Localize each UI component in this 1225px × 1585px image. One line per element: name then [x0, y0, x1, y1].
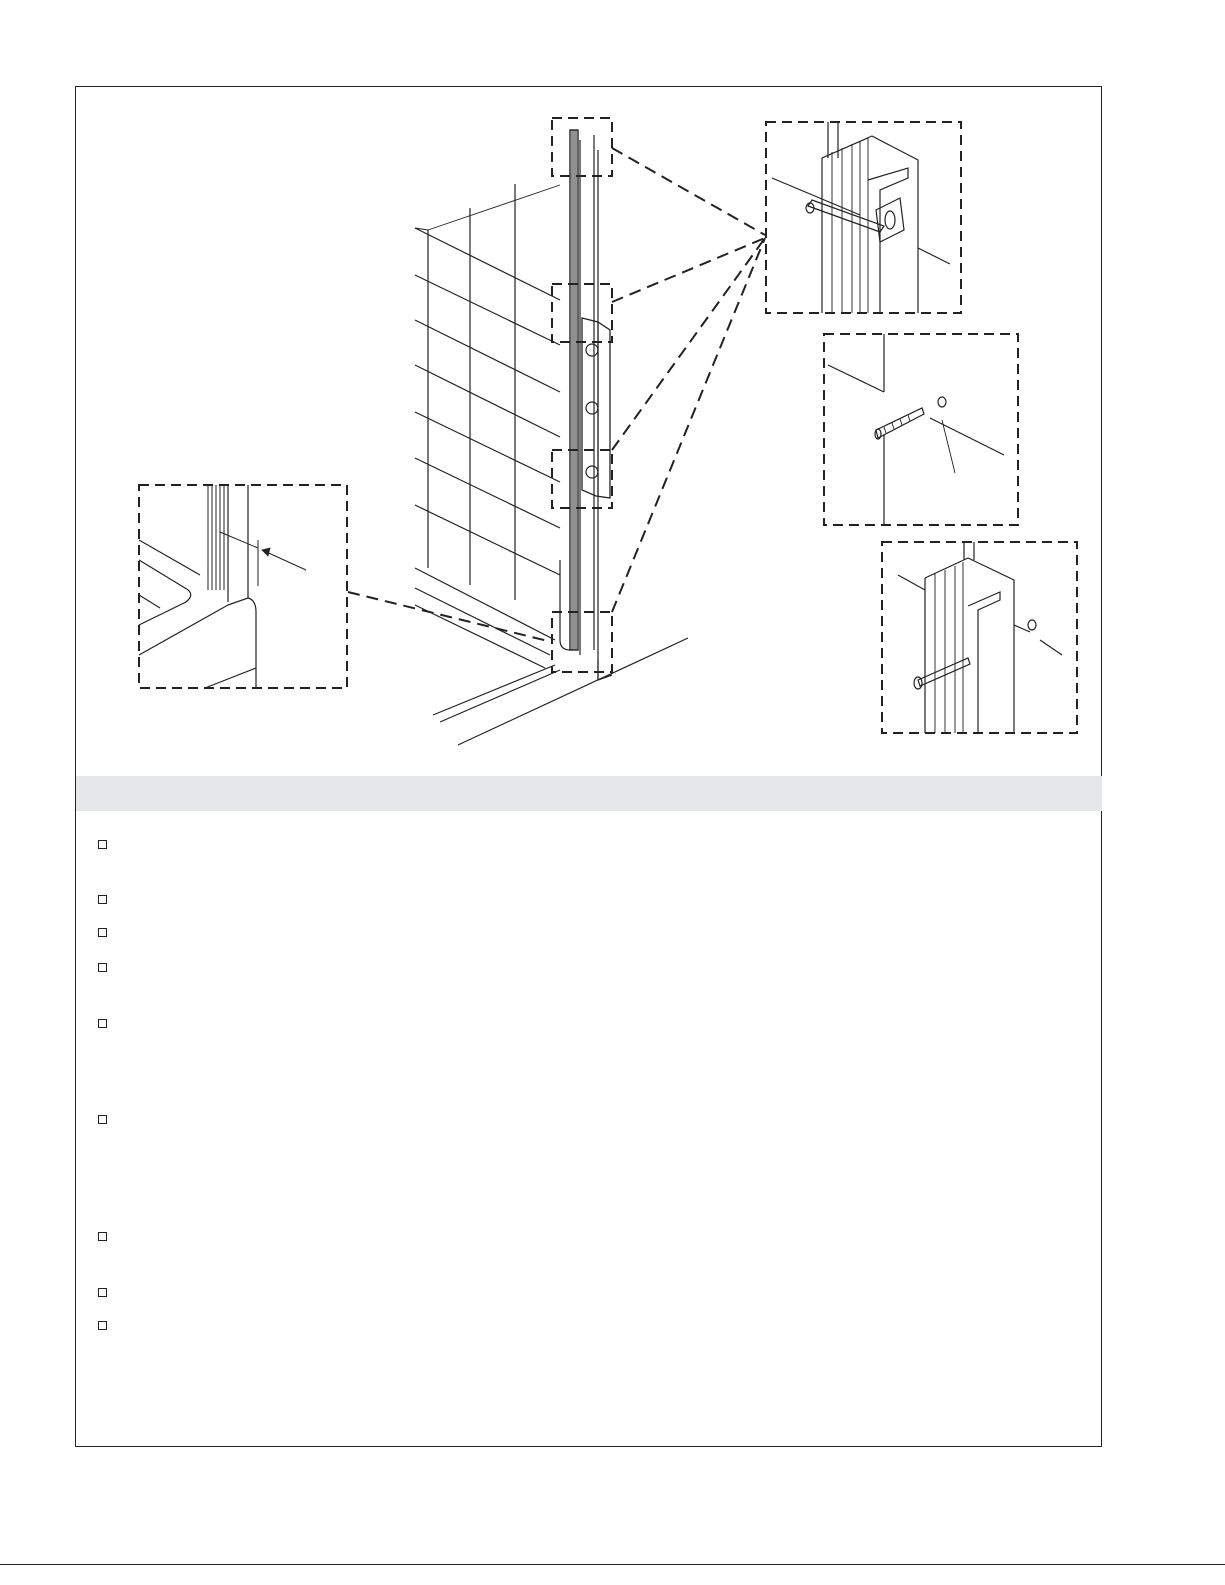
mounting-bracket — [582, 318, 610, 498]
installation-illustration — [0, 0, 1225, 775]
step-checkbox[interactable] — [98, 963, 107, 972]
step-checkbox[interactable] — [98, 1115, 107, 1124]
step-checkbox[interactable] — [98, 1232, 107, 1241]
step-checkbox[interactable] — [98, 1321, 107, 1330]
tile-wall — [415, 184, 560, 600]
detail-drill-marking — [766, 122, 961, 313]
step-checkbox[interactable] — [98, 895, 107, 904]
detail-wall-anchor — [824, 334, 1018, 525]
wall-jamb — [560, 130, 598, 680]
detail-threshold-gap — [139, 485, 347, 688]
leader-lines — [348, 148, 765, 642]
step-checkbox[interactable] — [98, 1019, 107, 1028]
bottom-rule — [0, 1564, 1225, 1565]
section-header-bar — [76, 776, 1102, 811]
step-checkbox[interactable] — [98, 840, 107, 849]
step-checkbox[interactable] — [98, 1288, 107, 1297]
detail-screw-fasten — [882, 542, 1077, 733]
step-checkbox[interactable] — [98, 928, 107, 937]
